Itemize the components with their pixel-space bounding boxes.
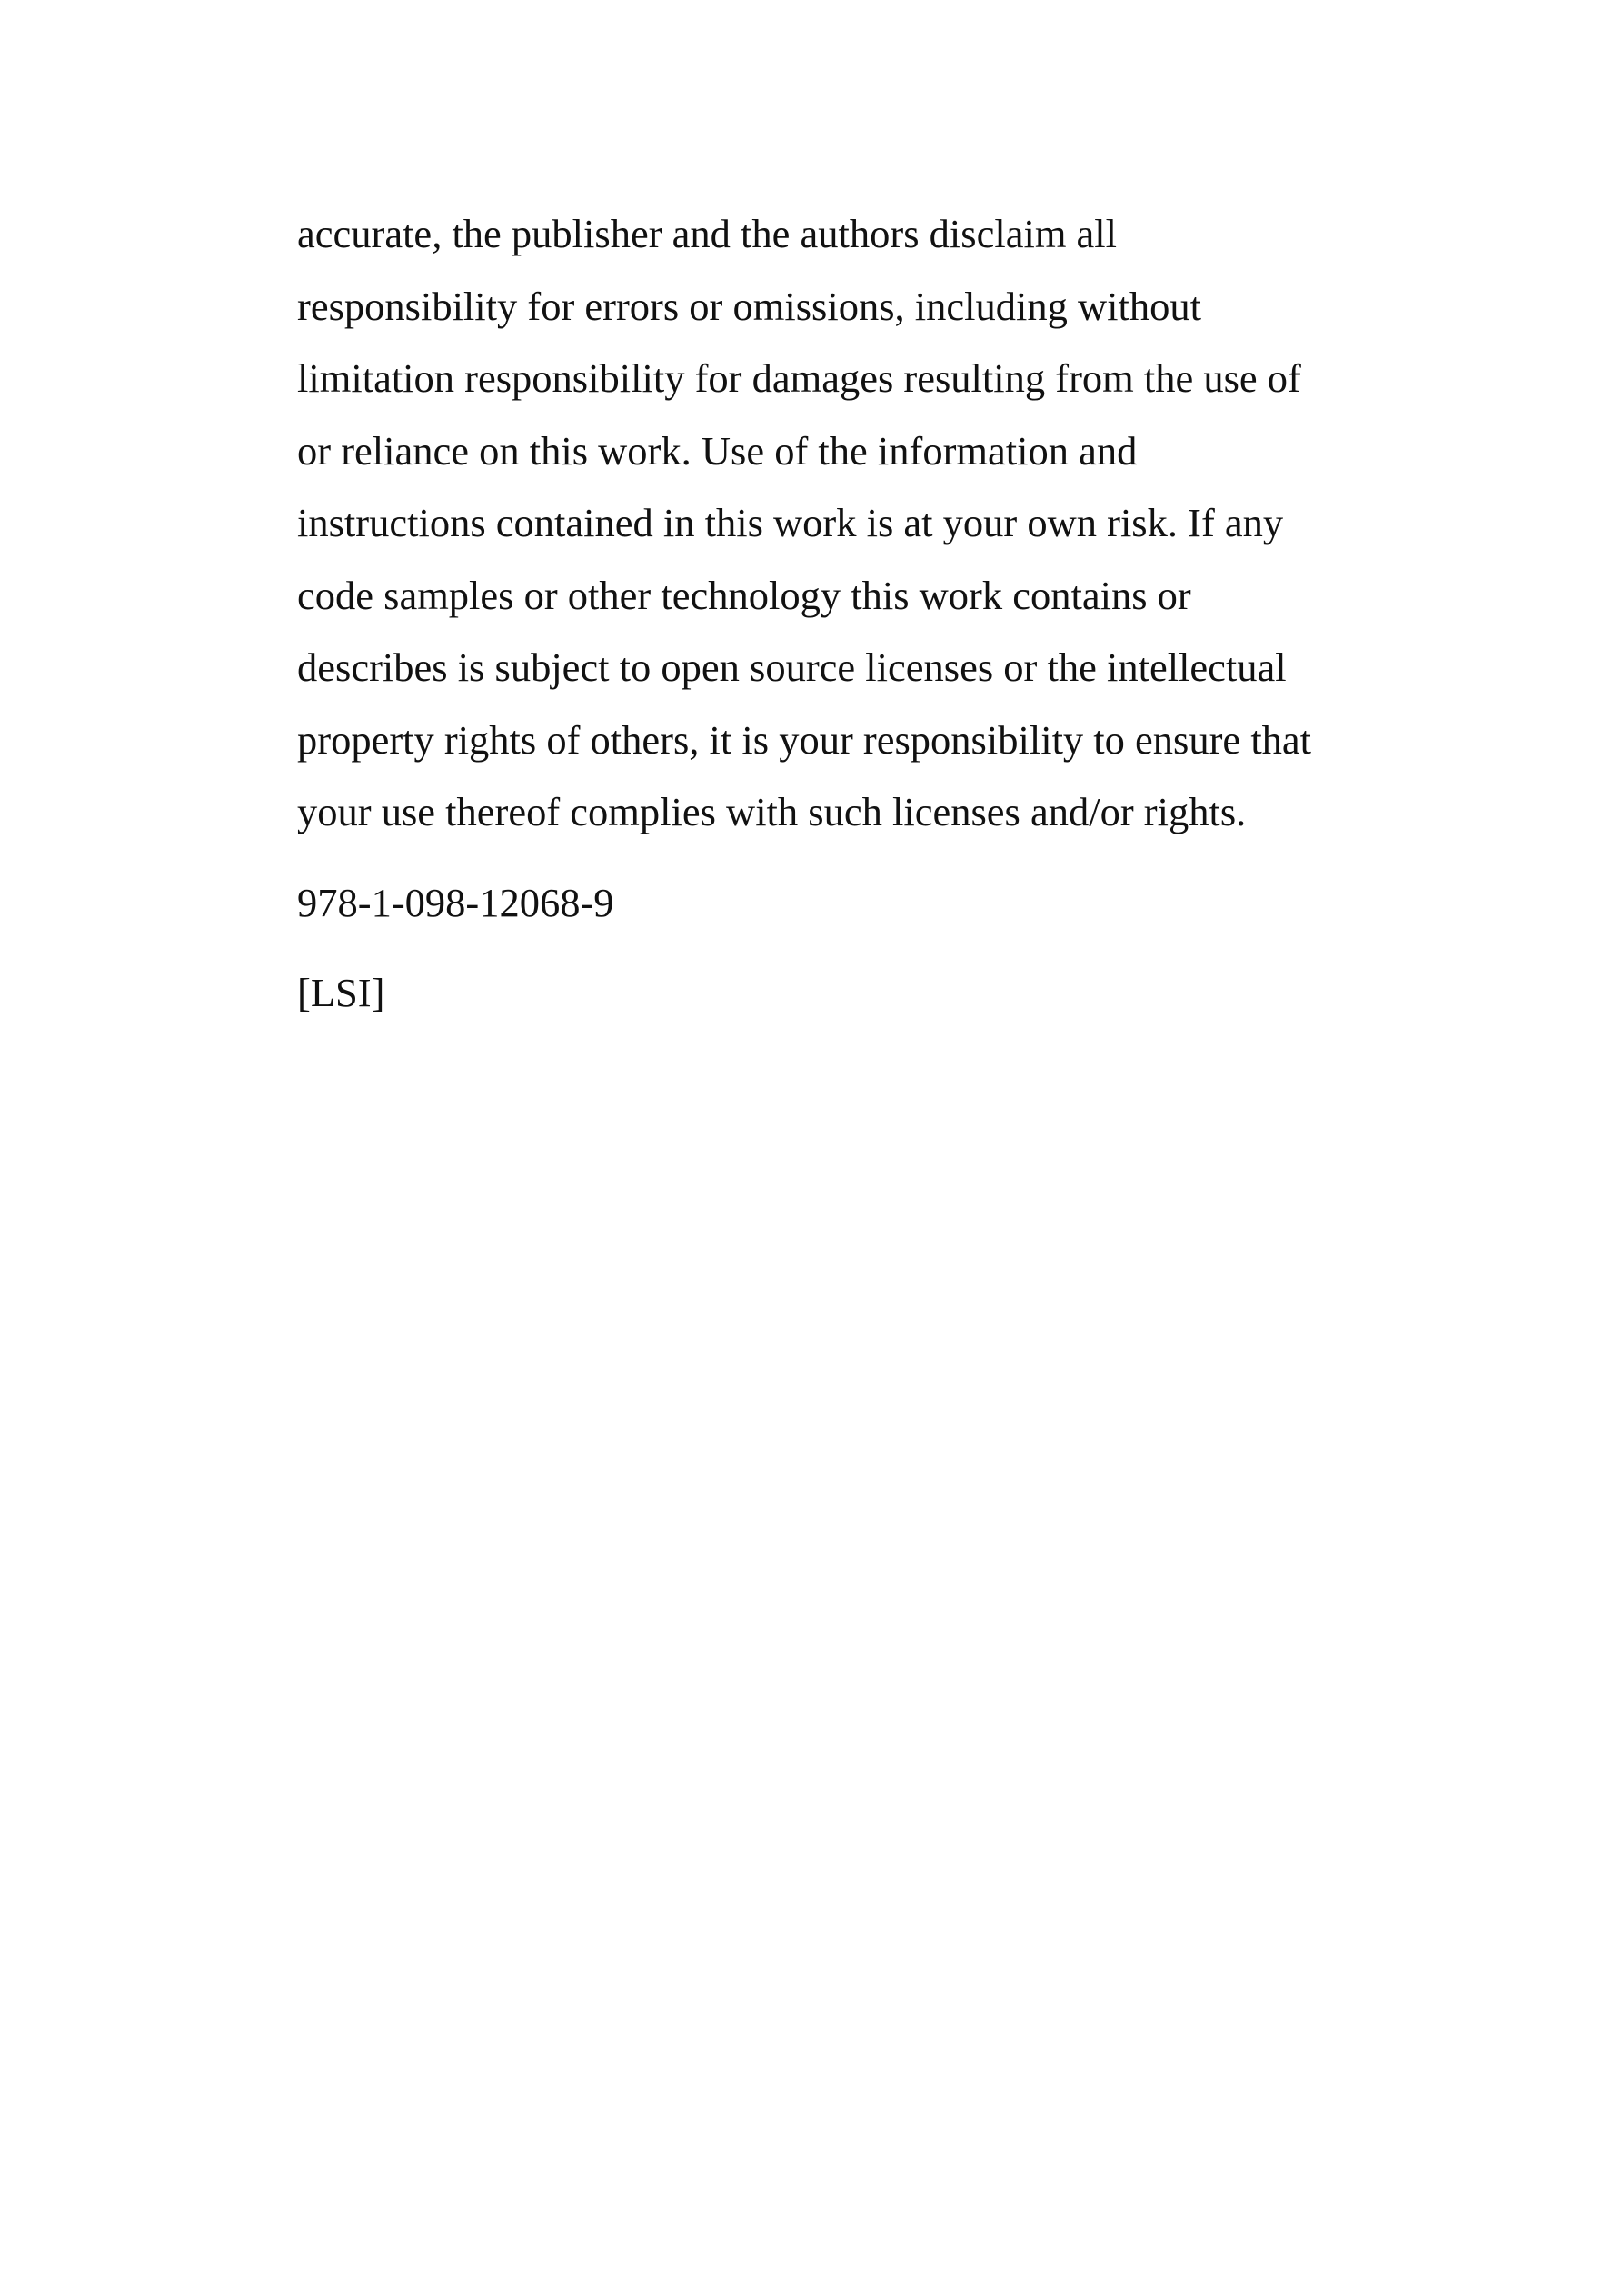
paragraph-line: limitation responsibility for damages resulting from the use of: [297, 355, 1301, 401]
printer-code: [LSI]: [297, 970, 385, 1015]
page-content: [297, 198, 1351, 1030]
paragraph-line: code samples or other technology this work contains or: [297, 572, 1191, 618]
paragraph-line: accurate, the publisher and the authors disclaim all: [297, 211, 1118, 256]
paragraph-line: instructions contained in this work is at your own risk. If any: [297, 500, 1284, 545]
paragraph-line: describes is subject to open source licenses or the intellectual: [297, 644, 1287, 690]
disclaimer-paragraph: [297, 198, 1351, 849]
paragraph-line: or reliance on this work. Use of the information and: [297, 427, 1138, 474]
paragraph-line: property rights of others, it is your responsibility to ensure that: [297, 716, 1312, 763]
isbn-number: 978-1-098-12068-9: [297, 879, 614, 925]
paragraph-line: responsibility for errors or omissions, including without: [297, 283, 1201, 329]
paragraph-line: your use thereof complies with such licenses and/or rights.: [297, 789, 1247, 834]
